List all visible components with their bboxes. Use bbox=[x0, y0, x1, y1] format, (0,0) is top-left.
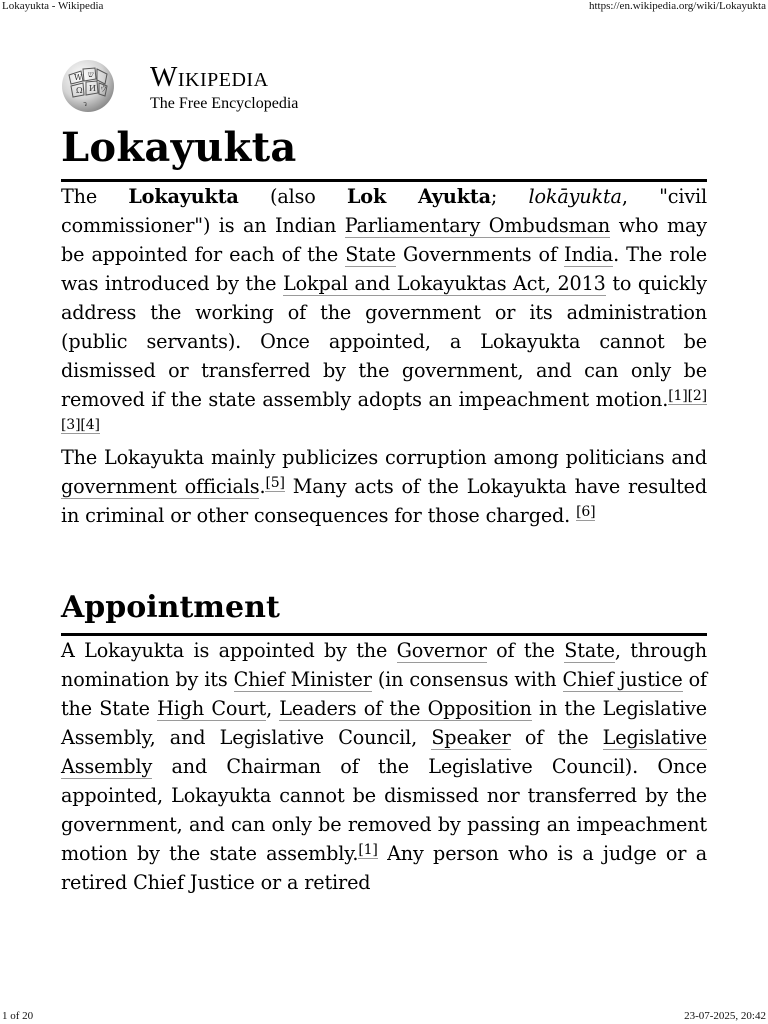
wikipedia-logo[interactable] bbox=[61, 56, 707, 118]
print-page-title: Lokayukta - Wikipedia bbox=[2, 0, 104, 12]
citation-6[interactable]: [6] bbox=[576, 504, 596, 520]
print-header bbox=[0, 0, 768, 14]
wikipedia-wordmark: Wikipedia bbox=[150, 61, 269, 93]
link-state-2[interactable]: State bbox=[564, 639, 615, 662]
print-page-number: 1 of 20 bbox=[2, 1010, 34, 1022]
svg-text:Ω: Ω bbox=[76, 86, 83, 95]
link-high-court[interactable]: High Court bbox=[157, 697, 267, 720]
svg-text:ש: ש bbox=[88, 70, 94, 79]
link-india[interactable]: India bbox=[564, 243, 614, 266]
wikipedia-tagline: The Free Encyclopedia bbox=[150, 95, 299, 112]
link-speaker[interactable]: Speaker bbox=[431, 726, 511, 749]
link-leaders-of-opposition[interactable]: Leaders of the Opposition bbox=[279, 697, 532, 720]
citation-1[interactable]: [1] bbox=[668, 388, 688, 404]
link-state[interactable]: State bbox=[345, 243, 396, 266]
citation-5[interactable]: [5] bbox=[265, 475, 285, 491]
link-parliamentary-ombudsman[interactable]: Parliamentary Ombudsman bbox=[344, 214, 611, 237]
link-legislative-assembly[interactable]: Legislative Assembly bbox=[61, 726, 707, 778]
link-chief-minister[interactable]: Chief Minister bbox=[233, 668, 372, 691]
print-datetime: 23-07-2025, 20:42 bbox=[684, 1010, 766, 1022]
citation-3[interactable]: [3] bbox=[61, 417, 81, 433]
article-content bbox=[61, 56, 707, 897]
article-title: Lokayukta bbox=[61, 124, 297, 171]
link-chief-justice[interactable]: Chief justice bbox=[562, 668, 683, 691]
second-paragraph: The Lokayukta mainly publicizes corruption among politicians and government officials.[5] Many acts of the Lokayukta have resulted in criminal or other consequences for those charged. [6] bbox=[61, 446, 707, 527]
lead-paragraph: The Lokayukta (also Lok Ayukta; lokāyukta, "civil commissioner") is an Indian Parliamentary Ombudsman who may be appointed for each of the State Governments of India. The role was introduced by the Lokpal and Lokayuktas Act, 2013 to quickly address the working of the government or its administration (public servants). Once appointed, a Lokayukta cannot be dismissed or transferred by the government, and can only be removed if the state assembly adopts an impeachment motion.[1][2][3][4] bbox=[61, 185, 707, 433]
link-governor[interactable]: Governor bbox=[396, 639, 487, 662]
svg-text:ウ: ウ bbox=[100, 85, 107, 93]
section-heading-appointment: Appointment bbox=[61, 590, 280, 625]
svg-text:И: И bbox=[89, 84, 96, 93]
print-footer bbox=[0, 1010, 768, 1024]
svg-text:ว: ว bbox=[83, 100, 87, 108]
citation-4[interactable]: [4] bbox=[80, 417, 100, 433]
appointment-paragraph: A Lokayukta is appointed by the Governor of the State, through nomination by its Chief Minister (in consensus with Chief justice of the State High Court, Leaders of the Opposition in the Legislative Assembly, and Legislative Council, Speaker of the Legislative Assembly and Chairman of the Legislative Council). Once appointed, Lokayukta cannot be dismissed nor transferred by the government, and can only be removed by passing an impeachment motion by the state assembly.[1] Any person who is a judge or a retired Chief Justice or a retired bbox=[61, 639, 708, 894]
print-url[interactable]: https://en.wikipedia.org/wiki/Lokayukta bbox=[589, 0, 766, 12]
svg-text:W: W bbox=[74, 73, 83, 82]
wikipedia-globe-icon bbox=[61, 59, 115, 113]
citation-2[interactable]: [2] bbox=[687, 388, 707, 404]
link-government-officials[interactable]: government officials bbox=[61, 475, 260, 498]
link-lokpal-act[interactable]: Lokpal and Lokayuktas Act, 2013 bbox=[283, 272, 606, 295]
citation-1b[interactable]: [1] bbox=[358, 842, 378, 858]
